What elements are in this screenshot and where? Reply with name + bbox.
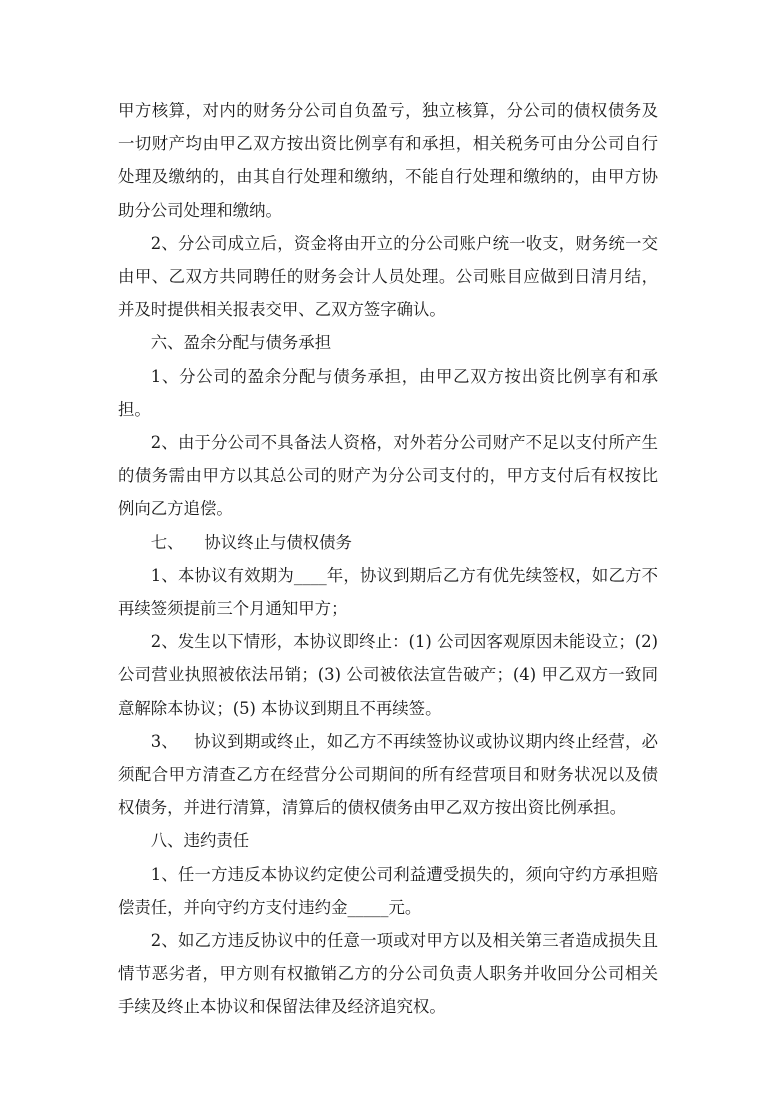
section-heading-7: 七、 协议终止与债权债务 — [150, 532, 352, 552]
paragraph-7-2: 2、发生以下情形，本协议即终止：(1) 公司因客观原因未能设立；(2) 公司营业执照被依法吊销；(3) 公司被依法宣告破产；(4) 甲乙双方一致同意解除本协议；(5) 本协议到期且不再续签。 — [118, 632, 658, 718]
paragraph-6-2: 2、由于分公司不具备法人资格，对外若分公司财产不足以支付所产生的债务需由甲方以其总公司的财产为分公司支付的，甲方支付后有权按比例向乙方追偿。 — [118, 433, 658, 519]
paragraph-6-1: 1、分公司的盈余分配与债务承担，由甲乙双方按出资比例享有和承担。 — [118, 366, 658, 419]
paragraph-continuation: 甲方核算，对内的财务分公司自负盈亏，独立核算，分公司的债权债务及一切财产均由甲乙双方按出资比例享有和承担，相关税务可由分公司自行处理及缴纳的，由其自行处理和缴纳，不能自行处理和缴纳的，由甲方协助分公司处理和缴纳。 — [118, 101, 658, 220]
paragraph-8-1: 1、任一方违反本协议约定使公司利益遭受损失的，须向守约方承担赔偿责任，并向守约方支付违约金_____元。 — [118, 864, 658, 917]
section-heading-6: 六、盈余分配与债务承担 — [150, 333, 332, 353]
paragraph-7-3: 3、 协议到期或终止，如乙方不再续签协议或协议期内终止经营，必须配合甲方清查乙方在经营分公司期间的所有经营项目和财务状况以及债权债务，并进行清算，清算后的债权债务由甲乙双方按出资比例承担。 — [118, 731, 658, 818]
paragraph-7-1: 1、本协议有效期为____年，协议到期后乙方有优先续签权，如乙方不再续签须提前三个月通知甲方； — [118, 565, 658, 619]
section-heading-8: 八、违约责任 — [150, 831, 250, 851]
paragraph-5-2: 2、分公司成立后，资金将由开立的分公司账户统一收支，财务统一交由甲、乙双方共同聘任的财务会计人员处理。公司账目应做到日清月结，并及时提供相关报表交甲、乙双方签字确认。 — [118, 233, 658, 320]
document-page — [118, 94, 658, 1024]
paragraph-8-2: 2、如乙方违反协议中的任意一项或对甲方以及相关第三者造成损失且情节恶劣者，甲方则有权撤销乙方的分公司负责人职务并收回分公司相关手续及终止本协议和保留法律及经济追究权。 — [118, 931, 658, 1017]
